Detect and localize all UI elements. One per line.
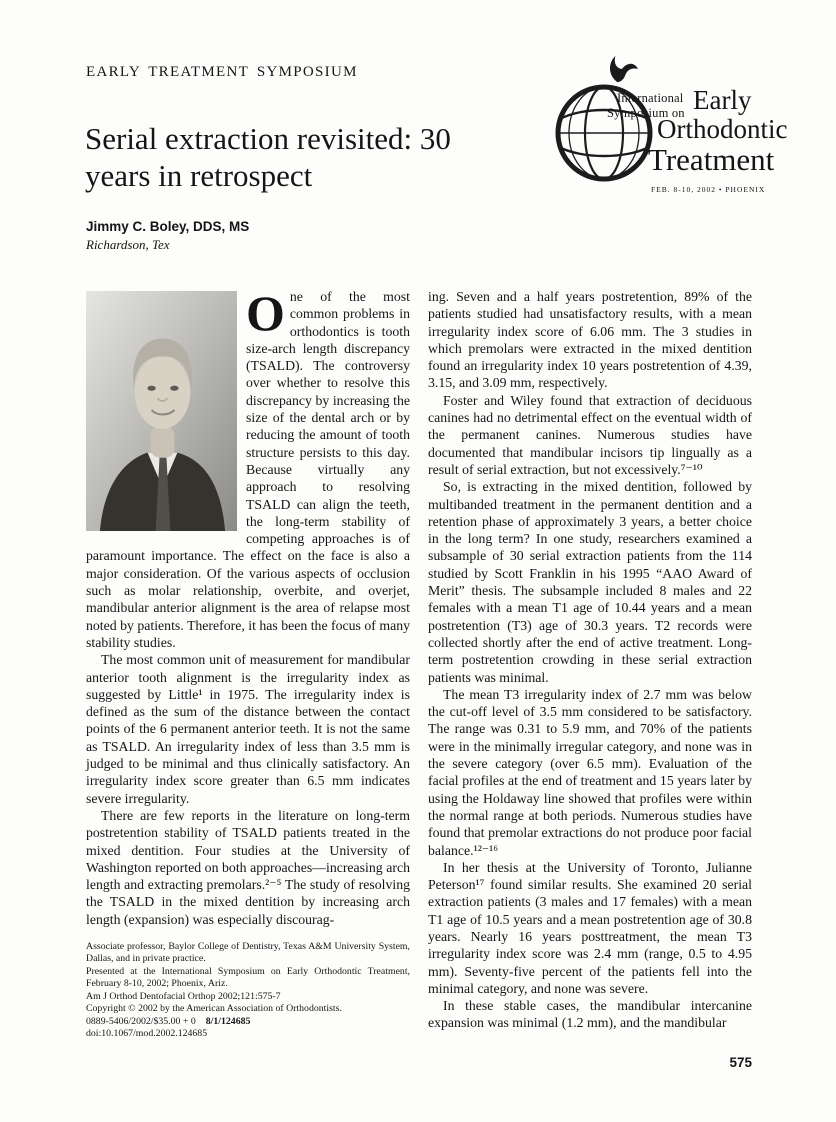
logo-text-early: Early bbox=[693, 85, 752, 115]
symposium-logo bbox=[544, 54, 788, 204]
body-paragraph: In her thesis at the University of Toronto, Julianne Peterson¹⁷ found similar results. She examined 20 serial extraction patients (3 males and 17 females) with a mean T1 age of 10.5 years and a mean postretention age of 30.8 years. Nearly 16 years posttreatment, the mean T3 irregularity index score was 2.4 mm (range, 0.5 to 4.95 mm). Seventy-five percent of the patients fell into the minimal category, and none was severe. bbox=[428, 859, 752, 996]
body-paragraph: So, is extracting in the mixed dentition, followed by multibanded treatment in the permanent dentition and a retention phase of approximately 3 years, a better choice in the long term? In one study, researchers examined a subsample of 30 serial extraction patients from the 114 studied by Scott Franklin in his 1995 “AAO Award of Merit” thesis. The subsample included 8 males and 22 females with a mean T1 age of 10.44 years and a mean postretention (T3) age of 30.3 years. T2 records were collected shortly after the end of active treatment. Long-term postretention crowding in these serial extraction patients was minimal. bbox=[428, 479, 752, 685]
footnotes bbox=[86, 941, 410, 1041]
author-photo bbox=[86, 291, 237, 531]
footnote-doi: doi:10.1067/mod.2002.124685 bbox=[86, 1028, 208, 1040]
logo-text-symposium-on: Symposium on bbox=[607, 106, 685, 120]
article-title-line2: years in retrospect bbox=[85, 158, 313, 193]
article-title-line1: Serial extraction revisited: 30 bbox=[85, 121, 451, 156]
footnote-article-code: 8/1/124685 bbox=[205, 1015, 251, 1027]
article-title bbox=[85, 120, 451, 194]
dropcap: O bbox=[246, 285, 285, 341]
footnote-issn bbox=[86, 1016, 410, 1029]
logo-text-orthodontic: Orthodontic bbox=[657, 114, 788, 144]
body-paragraph: In these stable cases, the mandibular intercanine expansion was minimal (1.2 mm), and the mandibular bbox=[428, 998, 752, 1031]
paragraph-text: ne of the most common problems in orthodontics is tooth size-arch length discrepancy (TSALD). The controversy over whether to resolve this discrepancy by increasing the size of the dental arch or by reducing the amount of tooth structure persists to this day. Because virtually any approach to resolving TSALD can align the teeth, the long-term stability of competing approaches is of paramount importance. The effect on the face is also a major consideration. Of the various aspects of occlusion such as molar relationship, overbite, and overjet, mandibular anterior alignment is the area of relapse most noted by patients. Therefore, it has been the focus of many stability studies. bbox=[86, 289, 410, 650]
right-column bbox=[428, 288, 752, 1041]
body-paragraph: ing. Seven and a half years postretention, 89% of the patients studied had unsatisfactory results, with a mean irregularity index score of 6.06 mm. The 3 studies in which premolars were extracted in the mixed dentition found an irregularity index 10 years postretention of 4.39, 3.15, and 3.09 mm, respectively. bbox=[428, 289, 752, 391]
body-paragraph: The mean T3 irregularity index of 2.7 mm was below the cut-off level of 3.5 mm considered to be satisfactory. The range was 0.31 to 5.9 mm, and 70% of the patients were in the minimally irregular category, and none was in the severe category (over 6.5 mm). Evaluation of the facial profiles at the end of treatment and 15 years later by using the Holdaway line showed that profiles were within the normal range at both periods. Numerous studies have found that premolar extractions do not produce poor facial balance.¹²⁻¹⁶ bbox=[428, 686, 752, 858]
footnote-issn-number: 0889-5406/2002/$35.00 + 0 bbox=[86, 1015, 196, 1027]
body-paragraph: The most common unit of measurement for mandibular anterior tooth alignment is the irregularity index as suggested by Little¹ in 1975. The irregularity index is defined as the sum of the distance between the contact points of the 6 permanent anterior teeth. It is not the same as TSALD. An irregularity index of less than 3.5 mm is judged to be minimal and thus clinically satisfactory. An irregularity index score greater than 6.5 mm indicates severe irregularity. bbox=[86, 652, 410, 806]
logo-date-line: FEB. 8-10, 2002 • PHOENIX bbox=[651, 185, 766, 194]
body-paragraph: Foster and Wiley found that extraction of deciduous canines had no detrimental effect on the eventual width of the permanent canines. Numerous studies have documented that mandibular incisors tip lingually as a result of serial extraction, but not excessively.⁷⁻¹⁰ bbox=[428, 392, 752, 477]
section-banner: EARLY TREATMENT SYMPOSIUM bbox=[86, 64, 358, 80]
author-location: Richardson, Tex bbox=[86, 237, 170, 252]
footnote-copyright: Copyright © 2002 by the American Association of Orthodontists. bbox=[86, 1003, 342, 1015]
page-number: 575 bbox=[729, 1055, 752, 1070]
article-body bbox=[86, 285, 752, 1041]
author-name: Jimmy C. Boley, DDS, MS bbox=[86, 219, 250, 234]
logo-text-international: International bbox=[617, 91, 684, 105]
logo-text-treatment: Treatment bbox=[648, 142, 775, 177]
footnote-affiliation: Associate professor, Baylor College of Dentistry, Texas A&M University System, Dallas, and in private practice. bbox=[86, 940, 410, 965]
left-column bbox=[86, 285, 410, 1041]
footnote-presented: Presented at the International Symposium on Early Orthodontic Treatment, February 8-10, 2002; Phoenix, Ariz. bbox=[86, 965, 410, 990]
footnote-citation: Am J Orthod Dentofacial Orthop 2002;121:575-7 bbox=[86, 990, 281, 1002]
body-paragraph: There are few reports in the literature on long-term postretention stability of TSALD patients treated in the mixed dentition. Four studies at the University of Washington reported on both approaches—increasing arch length and extracting premolars.²⁻⁵ The study of resolving the TSALD in the mixed dentition by increasing arch length (expansion) was especially discourag- bbox=[86, 807, 410, 927]
